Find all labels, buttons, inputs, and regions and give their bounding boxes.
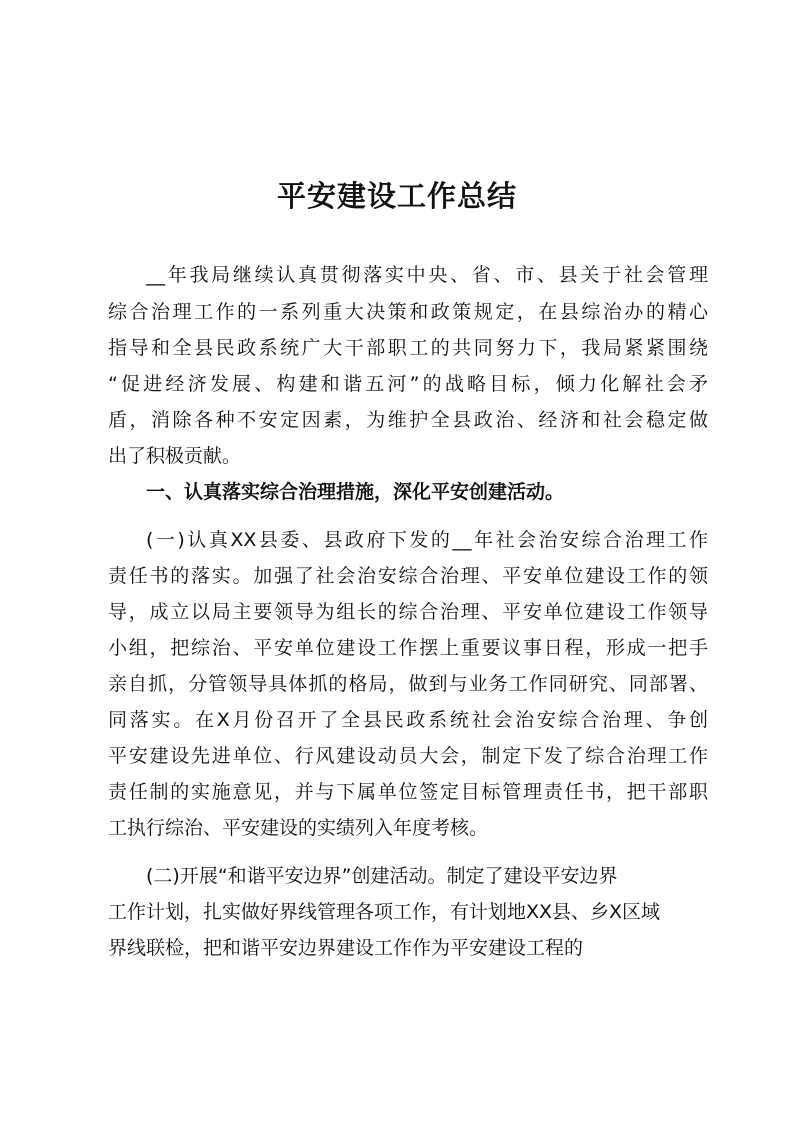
paragraph-line: 综合治理工作的一系列重大决策和政策规定，在县综治办的精心 bbox=[108, 301, 708, 323]
paragraph-line: 工执行综治、平安建设的实绩列入年度考核。 bbox=[108, 817, 489, 839]
paragraph-line: 小组，把综治、平安单位建设工作摆上重要议事日程，形成一把手 bbox=[108, 637, 708, 659]
paragraph-line: (二)开展“和谐平安边界”创建活动。制定了建设平安边界 bbox=[146, 865, 618, 887]
paragraph-line: 指导和全县民政系统广大干部职工的共同努力下，我局紧紧围绕 bbox=[108, 337, 708, 359]
paragraph-line: 工作计划，扎实做好界线管理各项工作，有计划地XX县、乡X区域 bbox=[108, 901, 661, 923]
paragraph-line: 导，成立以局主要领导为组长的综合治理、平安单位建设工作领导 bbox=[108, 601, 708, 623]
section-heading: 一、认真落实综合治理措施，深化平安创建活动。 bbox=[146, 481, 565, 503]
paragraph-line: 界线联检，把和谐平安边界建设工作作为平安建设工程的 bbox=[108, 937, 584, 959]
paragraph-line: 盾，消除各种不安定因素，为维护全县政治、经济和社会稳定做 bbox=[108, 409, 708, 431]
paragraph-line: 出了积极贡献。 bbox=[108, 445, 242, 467]
paragraph-line: 责任书的落实。加强了社会治安综合治理、平安单位建设工作的领 bbox=[108, 565, 708, 587]
document-title: 平安建设工作总结 bbox=[276, 179, 517, 213]
paragraph-line: 同落实。在X月份召开了全县民政系统社会治安综合治理、争创 bbox=[108, 709, 708, 731]
paragraph-line: 责任制的实施意见，并与下属单位签定目标管理责任书，把干部职 bbox=[108, 781, 708, 803]
paragraph-line: 平安建设先进单位、行风建设动员大会，制定下发了综合治理工作 bbox=[108, 745, 708, 767]
paragraph-line: __年我局继续认真贯彻落实中央、省、市、县关于社会管理 bbox=[146, 264, 708, 286]
paragraph-line: “促进经济发展、构建和谐五河”的战略目标，倾力化解社会矛 bbox=[108, 373, 708, 395]
paragraph-line: (一)认真XX县委、县政府下发的__年社会治安综合治理工作 bbox=[146, 529, 708, 551]
paragraph-line: 亲自抓，分管领导具体抓的格局，做到与业务工作同研究、同部署、 bbox=[108, 673, 708, 695]
